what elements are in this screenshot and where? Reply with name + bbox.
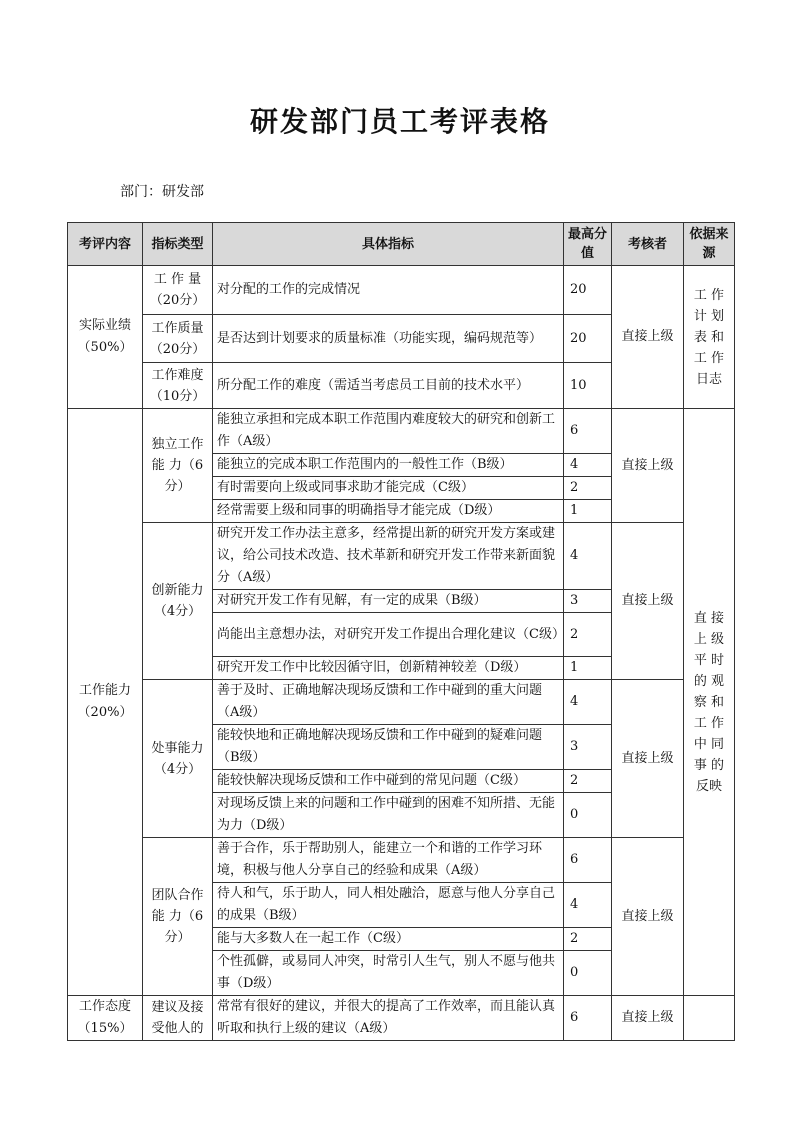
type-cell: 处事能力（4分） xyxy=(143,680,213,838)
indicator-cell: 善于及时、正确地解决现场反馈和工作中碰到的重大问题（A级） xyxy=(213,680,564,725)
indicator-cell: 研究开发工作中比较因循守旧，创新精神较差（D级） xyxy=(213,657,564,680)
indicator-cell: 常常有很好的建议，并很大的提高了工作效率，而且能认真听取和执行上级的建议（A级） xyxy=(213,996,564,1041)
score-cell: 2 xyxy=(564,477,612,500)
department-label: 部门：研发部 xyxy=(120,184,204,200)
indicator-cell: 能较快解决现场反馈和工作中碰到的常见问题（C级） xyxy=(213,770,564,793)
score-cell: 2 xyxy=(564,928,612,951)
header-source: 依据来源 xyxy=(684,223,735,266)
indicator-cell: 善于合作，乐于帮助别人，能建立一个和谐的工作学习环境，积极与他人分享自己的经验和成果（A级） xyxy=(213,838,564,883)
source-cell xyxy=(684,996,735,1041)
header-reviewer: 考核者 xyxy=(612,223,684,266)
score-cell: 1 xyxy=(564,500,612,523)
score-cell: 4 xyxy=(564,523,612,590)
score-cell: 0 xyxy=(564,793,612,838)
indicator-cell: 个性孤僻，或易同人冲突，时常引人生气，别人不愿与他共事（D级） xyxy=(213,951,564,996)
category-cell: 工作能力（20%） xyxy=(68,409,143,996)
reviewer-cell: 直接上级 xyxy=(612,680,684,838)
header-type: 指标类型 xyxy=(143,223,213,266)
table-row xyxy=(68,996,735,1041)
score-cell: 10 xyxy=(564,363,612,409)
header-indicator: 具体指标 xyxy=(213,223,564,266)
score-cell: 3 xyxy=(564,590,612,613)
score-cell: 1 xyxy=(564,657,612,680)
category-cell: 实际业绩（50%） xyxy=(68,266,143,409)
score-cell: 4 xyxy=(564,680,612,725)
indicator-cell: 能与大多数人在一起工作（C级） xyxy=(213,928,564,951)
table-row xyxy=(68,838,735,883)
reviewer-cell: 直接上级 xyxy=(612,838,684,996)
score-cell: 6 xyxy=(564,409,612,454)
score-cell: 2 xyxy=(564,613,612,657)
score-cell: 20 xyxy=(564,315,612,363)
indicator-cell: 研究开发工作办法主意多，经常提出新的研究开发方案或建议，给公司技术改造、技术革新和研究开发工作带来新面貌分（A级） xyxy=(213,523,564,590)
indicator-cell: 能独立的完成本职工作范围内的一般性工作（B级） xyxy=(213,454,564,477)
page-title: 研发部门员工考评表格 xyxy=(249,105,550,138)
table-header-row xyxy=(68,223,735,266)
reviewer-cell: 直接上级 xyxy=(612,996,684,1041)
header-content: 考评内容 xyxy=(68,223,143,266)
indicator-cell: 有时需要向上级或同事求助才能完成（C级） xyxy=(213,477,564,500)
table-row xyxy=(68,523,735,590)
score-cell: 2 xyxy=(564,770,612,793)
reviewer-cell: 直接上级 xyxy=(612,409,684,523)
indicator-cell: 能较快地和正确地解决现场反馈和工作中碰到的疑难问题（B级） xyxy=(213,725,564,770)
category-cell: 工作态度（15%） xyxy=(68,996,143,1041)
table-row xyxy=(68,680,735,725)
type-cell: 独立工作能 力（6分） xyxy=(143,409,213,523)
score-cell: 4 xyxy=(564,454,612,477)
table-row xyxy=(68,409,735,454)
source-cell: 工 作 计 划 表 和 工 作 日志 xyxy=(684,266,735,409)
indicator-cell: 经常需要上级和同事的明确指导才能完成（D级） xyxy=(213,500,564,523)
score-cell: 6 xyxy=(564,838,612,883)
type-cell: 建议及接受他人的 xyxy=(143,996,213,1041)
indicator-cell: 待人和气，乐于助人，同人相处融洽，愿意与他人分享自己的成果（B级） xyxy=(213,883,564,928)
indicator-cell: 尚能出主意想办法，对研究开发工作提出合理化建议（C级） xyxy=(213,613,564,657)
reviewer-cell: 直接上级 xyxy=(612,266,684,409)
type-cell: 团队合作能 力（6分） xyxy=(143,838,213,996)
type-cell: 工 作 量（20分） xyxy=(143,266,213,315)
source-cell: 直 接 上 级 平 时 的 观 察 和 工 作 中 同 事 的 反映 xyxy=(684,409,735,996)
score-cell: 3 xyxy=(564,725,612,770)
evaluation-table xyxy=(67,222,735,1041)
indicator-cell: 是否达到计划要求的质量标准（功能实现，编码规范等） xyxy=(213,315,564,363)
score-cell: 0 xyxy=(564,951,612,996)
type-cell: 创新能力（4分） xyxy=(143,523,213,680)
score-cell: 4 xyxy=(564,883,612,928)
score-cell: 20 xyxy=(564,266,612,315)
indicator-cell: 能独立承担和完成本职工作范围内难度较大的研究和创新工作（A级） xyxy=(213,409,564,454)
score-cell: 6 xyxy=(564,996,612,1041)
header-max-score: 最高分值 xyxy=(564,223,612,266)
type-cell: 工作难度（10分） xyxy=(143,363,213,409)
table-row xyxy=(68,266,735,315)
indicator-cell: 对研究开发工作有见解，有一定的成果（B级） xyxy=(213,590,564,613)
indicator-cell: 所分配工作的难度（需适当考虑员工目前的技术水平） xyxy=(213,363,564,409)
reviewer-cell: 直接上级 xyxy=(612,523,684,680)
indicator-cell: 对分配的工作的完成情况 xyxy=(213,266,564,315)
indicator-cell: 对现场反馈上来的问题和工作中碰到的困难不知所措、无能为力（D级） xyxy=(213,793,564,838)
type-cell: 工作质量（20分） xyxy=(143,315,213,363)
